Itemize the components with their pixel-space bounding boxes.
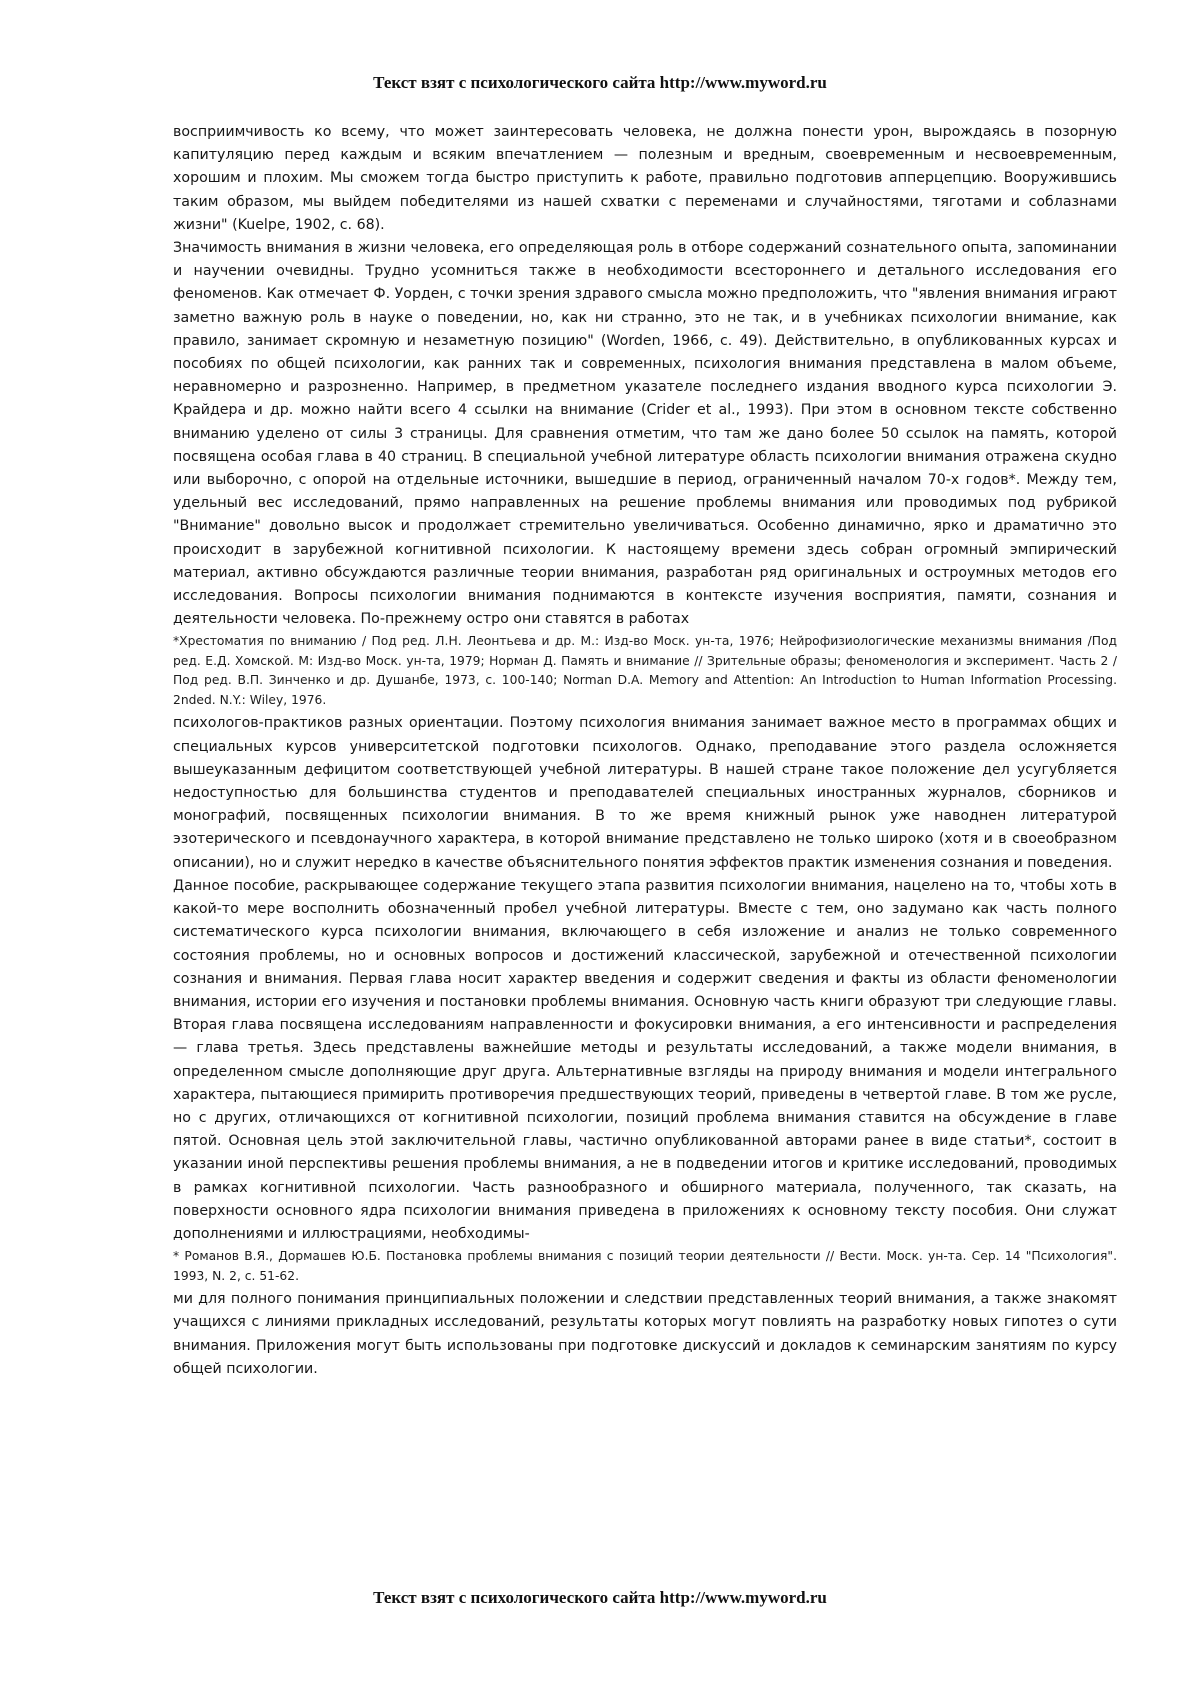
paragraph-significance: Значимость внимания в жизни человека, его определяющая роль в отборе содержаний сознательного опыта, запоминании и научении очевидны. Трудно усомниться также в необходимости всестороннего и детального исследования его феноменов. Как отмечает Ф. Уорден, с точки зрения здравого смысла можно предположить, что "явления внимания играют заметно важную роль в науке о поведении, но, как ни странно, это не так, и в учебниках психологии внимание, как правило, занимает скромную и незаметную позицию" (Worden, 1966, с. 49). Действительно, в опубликованных курсах и пособиях по общей психологии, как ранних так и современных, психология внимания представлена в малом объеме, неравномерно и разрозненно. Например, в предметном указателе последнего издания вводного курса психологии Э. Крайдера и др. можно найти всего 4 ссылки на внимание (Crider et al., 1993). При этом в основном тексте собственно вниманию уделено от силы 3 страницы. Для сравнения отметим, что там же дано более 50 ссылок на память, которой посвящена особая глава в 40 страниц. В специальной учебной литературе область психологии внимания отражена скудно или выборочно, с опорой на отдельные источники, вышедшие в период, ограниченный началом 70-х годов*. Между тем, удельный вес исследований, прямо направленных на решение проблемы внимания или проводимых под рубрикой "Внимание" довольно высок и продолжает стремительно увеличиваться. Особенно динамично, ярко и драматично это происходит в зарубежной когнитивной психологии. К настоящему времени здесь собран огромный эмпирический материал, активно обсуждаются различные теории внимания, разработан ряд оригинальных и остроумных методов его исследования. Вопросы психологии внимания поднимаются в контексте изучения восприятия, памяти, сознания и деятельности человека. По-прежнему остро они ставятся в работах: [173, 240, 1117, 628]
document-body: [173, 121, 1117, 1381]
footnote-readers: *Хрестоматия по вниманию / Под ред. Л.Н. Леонтьева и др. М.: Изд-во Моск. ун-та, 1976; Нейрофизиологические механизмы внимания /Под ред. Е.Д. Хомской. М: Изд-во Моск. ун-та, 1979; Норман Д. Память и внимание // Зрительные образы; феноменология и эксперимент. Часть 2 / Под ред. В.П. Зинченко и др. Душанбе, 1973, с. 100-140; Norman D.A. Memory and Attention: An Introduction to Human Information Processing. 2nded. N.Y.: Wiley, 1976.: [173, 634, 1117, 707]
footnote-romanov: * Романов В.Я., Дормашев Ю.Б. Постановка проблемы внимания с позиций теории деятельности // Вести. Моск. ун-та. Сер. 14 "Психология". 1993, N. 2, с. 51-62.: [173, 1249, 1117, 1283]
page-footer-source: Текст взят с психологического сайта http://www.myword.ru: [373, 1588, 827, 1607]
paragraph-manual-overview: Данное пособие, раскрывающее содержание текущего этапа развития психологии внимания, нацелено на то, чтобы хоть в какой-то мере восполнить обозначенный пробел учебной литературы. Вместе с тем, оно задумано как часть полного систематического курса психологии внимания, включающего в себя изложение и анализ не только современного состояния проблемы, но и основных вопросов и достижений классической, зарубежной и отечественной психологии сознания и внимания. Первая глава носит характер введения и содержит сведения и факты из области феноменологии внимания, истории его изучения и постановки проблемы внимания. Основную часть книги образуют три следующие главы. Вторая глава посвящена исследованиям направленности и фокусировки внимания, а его интенсивности и распределения — глава третья. Здесь представлены важнейшие методы и результаты исследований, а также модели внимания, в определенном смысле дополняющие друг друга. Альтернативные взгляды на природу внимания и модели интегрального характера, пытающиеся примирить противоречия предшествующих теорий, приведены в четвертой главе. В том же русле, но с других, отличающихся от когнитивной психологии, позиций проблема внимания ставится на обсуждение в главе пятой. Основная цель этой заключительной главы, частично опубликованной авторами ранее в виде статьи*, состоит в указании иной перспективы решения проблемы внимания, а не в подведении итогов и критике исследований, проводимых в рамках когнитивной психологии. Часть разнообразного и обширного материала, полученного, так сказать, на поверхности основного ядра психологии внимания приведена в приложениях к основному тексту пособия. Они служат дополнениями и иллюстрациями, необходимы-: [173, 877, 1117, 1242]
paragraph-quote-ending: восприимчивость ко всему, что может заинтересовать человека, не должна понести урон, вырождаясь в позорную капитуляцию перед каждым и всяким впечатлением — полезным и вредным, своевременным и несвоевременным, хорошим и плохим. Мы сможем тогда быстро приступить к работе, правильно подготовив апперцепцию. Вооружившись таким образом, мы выйдем победителями из нашей схватки с переменами и случайностями, тяготами и соблазнами жизни" (Kuelpe, 1902, с. 68).: [173, 124, 1117, 233]
paragraph-practitioners: психологов-практиков разных ориентации. Поэтому психология внимания занимает важное место в программах общих и специальных курсов университетской подготовки психологов. Однако, преподавание этого раздела осложняется вышеуказанным дефицитом соответствующей учебной литературы. В нашей стране такое положение дел усугубляется недоступностью для большинства студентов и преподавателей специальных иностранных журналов, сборников и монографий, посвященных психологии внимания. В то же время книжный рынок уже наводнен литературой эзотерического и псевдонаучного характера, в которой внимание представлено не только широко (хотя и в своеобразном описании), но и служит нередко в качестве объяснительного понятия эффектов практик изменения сознания и поведения.: [173, 715, 1117, 871]
paragraph-closing: ми для полного понимания принципиальных положении и следствии представленных теорий внимания, а также знакомят учащихся с линиями прикладных исследований, результаты которых могут повлиять на разработку новых гипотез о сути внимания. Приложения могут быть использованы при подготовке дискуссий и докладов к семинарским занятиям по курсу общей психологии.: [173, 1291, 1117, 1377]
page-header-source: Текст взят с психологического сайта http://www.myword.ru: [373, 73, 827, 92]
